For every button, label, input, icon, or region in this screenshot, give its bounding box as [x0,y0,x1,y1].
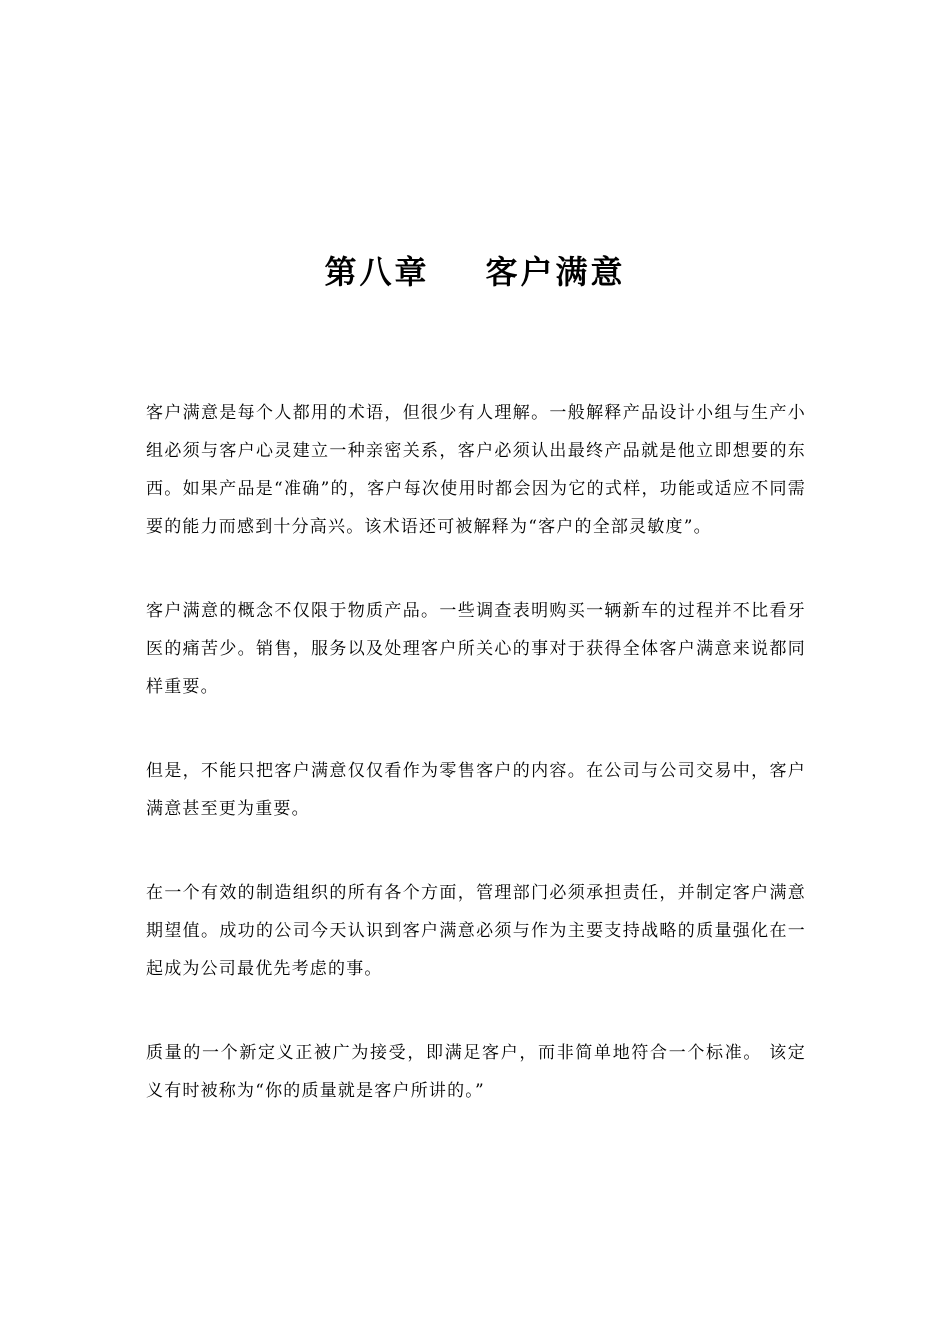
paragraph: 客户满意的概念不仅限于物质产品。一些调查表明购买一辆新车的过程并不比看牙医的痛苦少。销售，服务以及处理客户所关心的事对于获得全体客户满意来说都同样重要。 [146,601,806,697]
paragraph: 质量的一个新定义正被广为接受，即满足客户，而非简单地符合一个标准。 该定义有时被称为“你的质量就是客户所讲的。” [146,1043,806,1101]
body-text [146,394,806,1110]
chapter-number: 第八章 [324,253,430,291]
paragraph: 客户满意是每个人都用的术语，但很少有人理解。一般解释产品设计小组与生产小组必须与客户心灵建立一种亲密关系，客户必须认出最终产品就是他立即想要的东西。如果产品是“准确”的，客户每次使用时都会因为它的式样，功能或适应不同需要的能力而感到十分高兴。该术语还可被解释为“客户的全部灵敏度”。 [146,403,806,537]
paragraph: 但是，不能只把客户满意仅仅看作为零售客户的内容。在公司与公司交易中，客户满意甚至更为重要。 [146,761,806,819]
chapter-title: 客户满意 [485,253,626,291]
paragraph: 在一个有效的制造组织的所有各个方面，管理部门必须承担责任，并制定客户满意期望值。成功的公司今天认识到客户满意必须与作为主要支持战略的质量强化在一起成为公司最优先考虑的事。 [146,883,806,979]
chapter-heading [0,250,950,294]
